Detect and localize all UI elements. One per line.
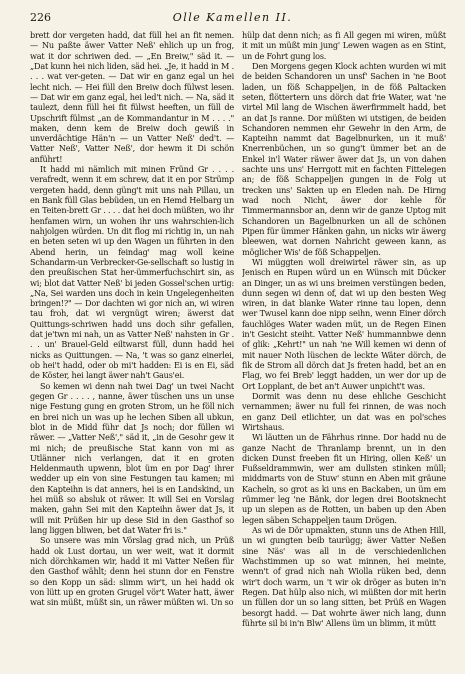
paragraph: As wi de Dör upmakten, stunn uns de Athen Hill, un wi gungten beib taurügg; äwer Vatter Neßen sine Näs' was all in de verschiedenlichen Wachstimmen up so wat minnen, hei meinte, wenn't of grad nich nah Wiolla rüken bed, denn wir't doch warm, un 't wir ok dröger as buten in'n Regen. Dat hülp also nich, wi müßten dor mit herin un füllen dor un so lang sitten, bet Prüß en Wagen besorgt hadd. — Dat wohrte äwer nich lang, dunn führte sil bi in'n Blw' Allens üm un blimm, it mütt (242, 525, 446, 628)
page-header (30, 10, 435, 26)
right-text-column (242, 30, 446, 660)
paragraph: Dormit was denn nu dese ehliche Geschicht vernammen; äwer nu full fei rinnen, de was noch en ganz Deil etlichter, un dat was en pol'sches Wirtshaus. (242, 390, 446, 432)
paragraph: Wi läutten un de Fährhus rinne. Dor hadd nu de ganze Nacht de Thranlamp brennt, un in den dicken Dunst freeben fit un Hiring, ollen Keß' un Fußseldrammwin, wer am dullsten stinken müll; middmarts von de Stuw' stunn en Aben mit gräune Kacheln, so grot as ki uns en Backaben, un üm em rümmer leg 'ne Bänk, dor legen drei Bootsknecht up un slepen as de Rotten, un baben up den Aben legen säben Schappeljen taum Drögen. (242, 432, 446, 525)
paragraph: So kemen wi denn nah twei Dag' un twei Nacht gegen Gr . . . . , nanne, äwer tüschen uns un unse nige Festung gung en groten Strom, un he föll nich en brei nich un was up he lechen Siben all ubkun, blot in de Midd führ dat Js noch; dor füllen wi räwer. — „Vatter Neß'," säd it, „in de Gesohr gew it mi nich; de preußische Stat kann von mi as Utlänner nich verlangen, dat it en groten Heldenmauth upwenn, blot üm en por Dag' ihrer wedder up ein von sine Festungen tau kamen; mi den Kapteihn is dat anners, hei is en Landskind, un hei müß so absluk ot räwer. It will Sei en Vorslag maken, gahn Sei mit den Kapteihn äwer dat Js, it will mit Prüßen hir up dese Sid in den Gasthof so lang liggen bliwen, bet dat Water fri is." (30, 380, 234, 535)
paragraph: Wi müggten woll dreiwirtel räwer sin, as up Jenisch en Rupen würd un en Wünsch mit Dücker an Dinger, un as wi uns breimen verstüngen beden, dunn segen wi denn of, dat wi up den besten Weg wiren, in dat blanke Water rinne tau lopen, denn wer Twusel kann doe nipp seihn, wenn Einer dörch fauchlöges Water waden müt, un de Regen Einen in't Gesicht steiht. Vatter Neß' hummannbwe denn of glik: „Kehrt!" un nah 'ne Will kemen wi denn of mit nauer Noth lüschen de leckte Wäter dörch, de fik de Strom all dörch dat Js freten hadd, bet an en Flag, wo fei Breb' leggt hadden, un wer dor up de Ort Lopplant, de bet an't Auwer unpicht't was. (242, 256, 446, 391)
paragraph: hülp dat denn nich; as fi All gegen mi wiren, müßt it mit un müßt min jung' Lewen wagen as en Stint, un de Fohrt gung los. (242, 30, 446, 61)
paragraph: So unsere was min Vörslag grad nich, un Prüß hadd ok Lust dortau, un wer weit, wat it dormit nich dörchkamen wir, hadd it mi Vatter Neßen für den Gasthof wählt; denn hei stunn dor en Fenstre so den Kopp un säd: slimm wir't, un hei hadd ok von lütt up en groten Grugel vör't Water hatt, äwer wat sin müßt, müßt sin, un räwer müßten wi. Un so (30, 535, 234, 608)
page-number: 226 (30, 11, 51, 24)
running-title: Olle Kamellen II. (172, 11, 293, 24)
left-text-column (30, 30, 234, 660)
paragraph: It hadd mi nämlich mit minen Fründ Gr . . . . verafredt, wenn it em schrew, dat it en por Strümp vergeten hadd, denn güng't mit uns nah Pillau, un en Bank füll Glas bebüden, un en Hemd Helbarg un en Teiten-brett Gr . . . . dat hei doch müßten, wo ihr henfamen wirn, un wohen ihr uns wahrschien-lich nahjolgen würden. Un dit flog mi richtig in, un nah en beten seten wi up den Wagen un führten in den Abend herin, un feindag' mag woll keine Schandarm-un Verbrecker-Ge-sellschaft so lustig in den preußischen Stat her-ümmerfuchschirt sin, as wi; blot dat Vatter Neß' bi jeden Gossel'schen urtig: „Na, Sei warden uns doch in kein Ungelegenheiten bringen!?" — Dor dachten wi gor nich an, wi wiren tau froh, dat wi vergnügt wiren; äwerst dat Quittungs-schriwen hadd uns doch sihr gefallen, dat je'twn mi nah, un as Vatter Neß' nahsten in Gr . . . un' Brauel-Geld eiltwarst füll, dunn hadd hei nicks as Quittungen. — Na, 't was so ganz einerlei, ob hei't hadd, oder ob mi't hadden: Ei is en Ei, säd de Köster, hei langt äwer nah't Gaus'ei. (30, 164, 234, 381)
paragraph: brett dor vergeten hadd, dat füll hei an fit nemen. — Nu paßte äwer Vatter Neß' ehlich up un frog, wat it dor schriwen ded. — „En Breiw," säd it. — „Dat kunn hei nich liden, säd hei. „Je, it hadd in M . . . . wat ver-geten. — Dat wir en ganz egal un hei lecht nich. — Hei füll den Breiw doch fülwst lesen. — Dat wir em ganz egal, hei led't nich. — Na, säd it taulezt, denn füll hei fit fülwst heeften, un füll de Upschrift fülmst „an de Kommandantur in M . . . ." maken, denn kem de Breiw doch gewiß in unverdächtige Hän'n — un Vatter Neß' ded't. — Vatter Neß', Vatter Neß', dor hewm it Di schön anführt! (30, 30, 234, 164)
paragraph: Den Morgens gegen Klock achten wurden wi mit de beiden Schandoren un unsf' Sachen in 'ne Boot laden, un föß Schappeljen, in de föß Paltacken seten, flöttertern uns dörch dat frie Water, wat 'ne virtel Mil lang de Wischen äwerfirmmelt hadd, bet an dat Js ranne. Dor müßten wi utstigen, de beiden Schandoren nemmen ehr Gewehr in den Arm, de Kapteihn nammt dat Bagelbnurken, un it muß' Knerrenbüchen, un so gung't ümmer bet an de Enkel in'l Water räwer äwer dat Js, un von dahen sachte uns uns' Herrgott mit en fachten Fittelegen an; de föß Schappeljen gungen in de Folg ut trecken uns' Sakten up en Eleden nah. De Hirng wad noch Nicht, äwer dor kehle för Timmermannsbor an, denn wir de ganze Uptog mit Schandoren un Bagelbnurken un all de schönen Pipen für ümmer Hänken gahn, un nicks wir äwerg bleewen, wat dornen Nahricht geween kann, as möglicher Wis' de föß Schappeljen. (242, 60, 446, 257)
